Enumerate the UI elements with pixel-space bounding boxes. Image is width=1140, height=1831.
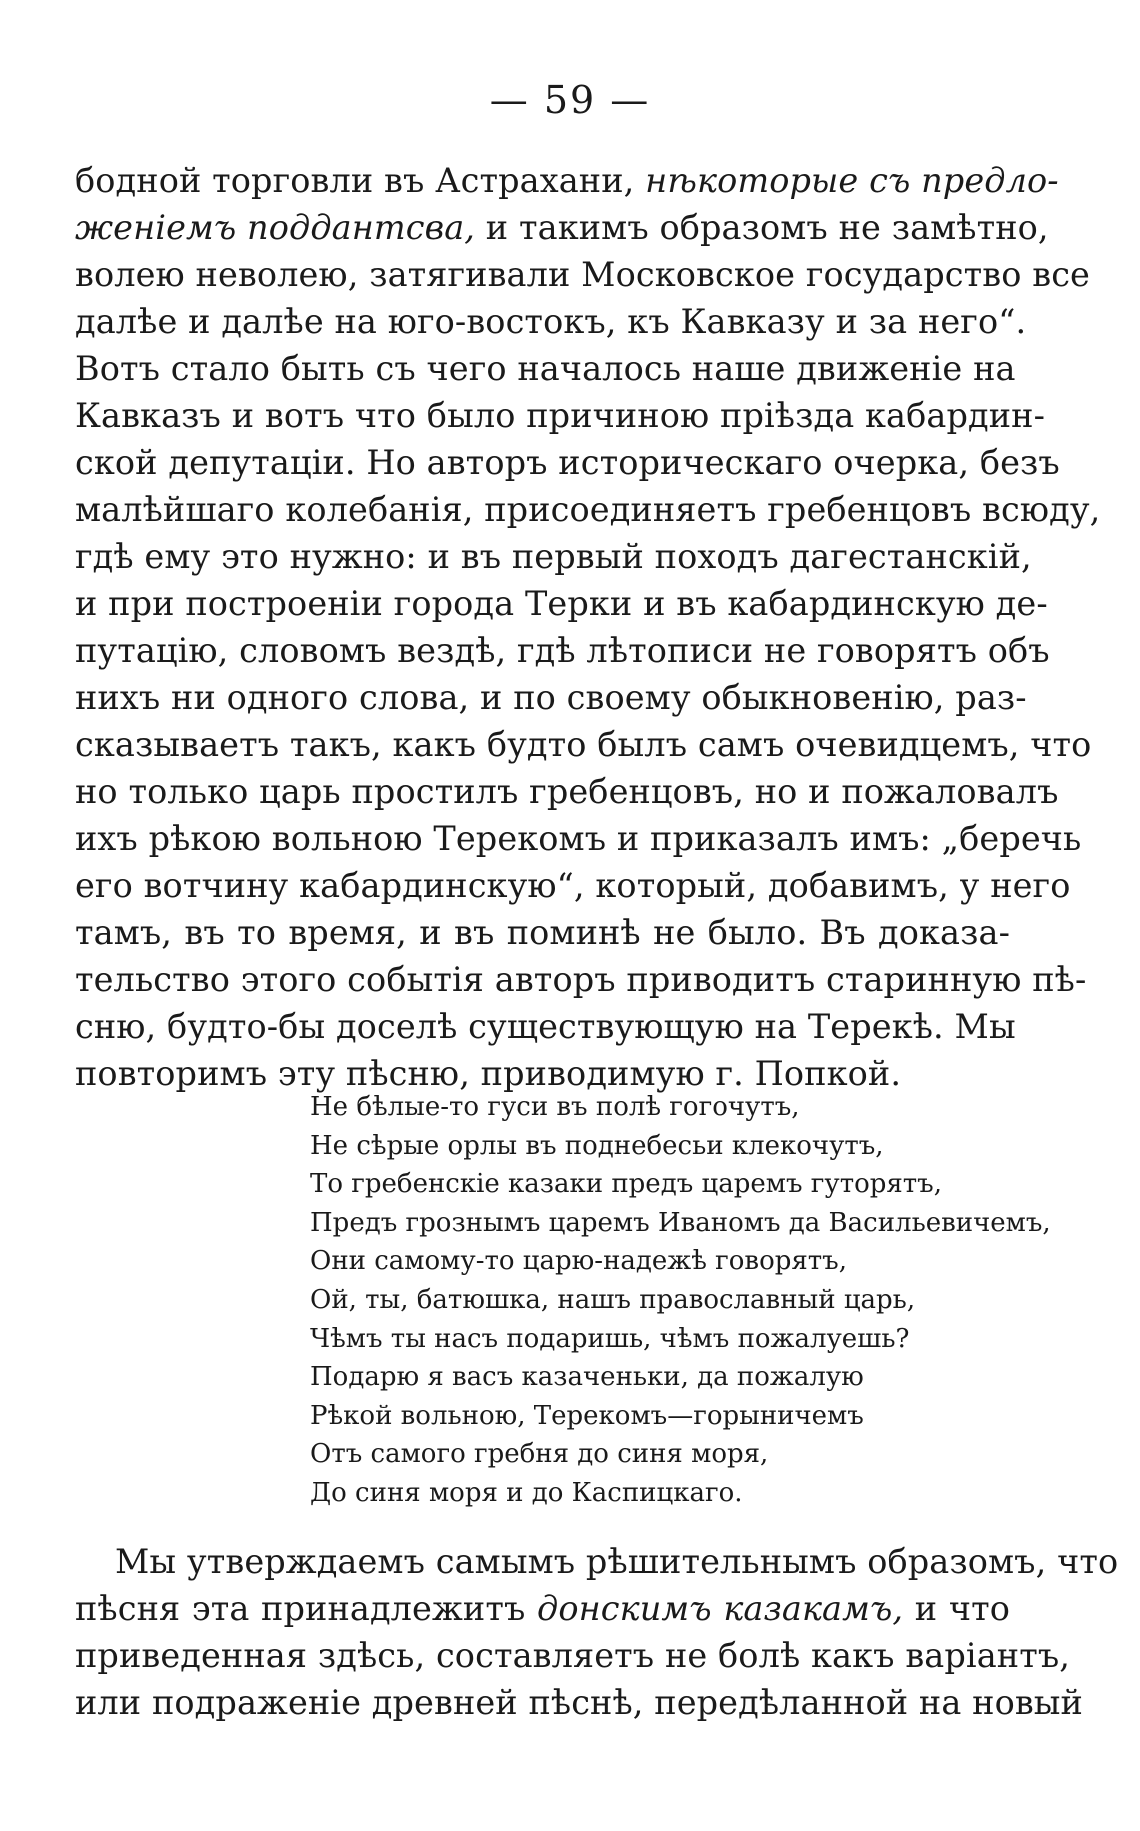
text-line: приведенная здѣсь, составляетъ не болѣ какъ варіантъ, — [75, 1636, 1071, 1675]
verse-line: Отъ самого гребня до синя моря, — [310, 1439, 769, 1470]
verse-line: Ой, ты, батюшка, нашъ православный царь, — [310, 1284, 916, 1315]
text-line: волею неволею, затягивали Московское государство все — [75, 255, 1090, 294]
text-line: малѣйшаго колебанія, присоединяетъ гребенцовъ всюду, — [75, 490, 1101, 529]
verse-line: Не сѣрые орлы въ поднебесьи клекочутъ, — [310, 1130, 884, 1161]
verse-line: Не бѣлые-то гуси въ полѣ гогочутъ, — [310, 1092, 800, 1122]
text-line: женіемъ поддантсва, и такимъ образомъ не замѣтно, — [75, 208, 1049, 247]
verse-line: Они самому-то царю-надежѣ говорятъ, — [310, 1246, 847, 1277]
text-line: гдѣ ему это нужно: и въ первый походъ дагестанскій, — [75, 537, 1032, 576]
text-line: далѣе и далѣе на юго-востокъ, къ Кавказу и за него“. — [75, 302, 1027, 341]
text-line: сню, будто-бы доселѣ существующую на Терекѣ. Мы — [75, 1007, 1016, 1046]
text-line: но только царь простилъ гребенцовъ, но и пожаловалъ — [75, 772, 1059, 811]
text-line: пѣсня эта принадлежитъ донскимъ казакамъ, и что — [75, 1589, 1010, 1628]
verse-line: Чѣмъ ты насъ подаришь, чѣмъ пожалуешь? — [310, 1323, 910, 1354]
text-line: тельство этого событія авторъ приводитъ старинную пѣ- — [75, 960, 1087, 999]
verse-line: Предъ грознымъ царемъ Иваномъ да Васильевичемъ, — [310, 1207, 1051, 1238]
text-line: или подраженіе древней пѣснѣ, передѣланной на новый — [75, 1683, 1083, 1722]
text-line: ихъ рѣкою вольною Терекомъ и приказалъ имъ: „беречь — [75, 819, 1082, 858]
page-number: — 59 — — [489, 78, 651, 122]
verse-line: До синя моря и до Каспицкаго. — [310, 1477, 743, 1508]
text-line: путацію, словомъ вездѣ, гдѣ лѣтописи не говорятъ объ — [75, 631, 1050, 670]
song-verse — [310, 1088, 1051, 1513]
verse-line: Подарю я васъ казаченьки, да пожалую — [310, 1362, 864, 1393]
text-line: тамъ, въ то время, и въ поминѣ не было. Въ доказа- — [75, 913, 1010, 952]
text-line: повторимъ эту пѣсню, приводимую г. Попкой. — [75, 1054, 902, 1093]
text-line: нихъ ни одного слова, и по своему обыкновенію, раз- — [75, 678, 1027, 717]
text-line: сказываетъ такъ, какъ будто былъ самъ очевидцемъ, что — [75, 725, 1092, 764]
text-line: Кавказъ и вотъ что было причиною пріѣзда кабардин- — [75, 396, 1046, 435]
text-line: Мы утверждаемъ самымъ рѣшительнымъ образомъ, что — [115, 1542, 1119, 1581]
verse-line: Рѣкой вольною, Терекомъ—горыничемъ — [310, 1400, 864, 1431]
verse-line: То гребенскіе казаки предъ царемъ гуторятъ, — [310, 1169, 942, 1200]
text-line: бодной торговли въ Астрахани, нѣкоторые съ предло- — [75, 161, 1059, 200]
paragraph-conclusion — [75, 1538, 1119, 1726]
text-line: Вотъ стало быть съ чего началось наше движеніе на — [75, 349, 1016, 388]
text-line: его вотчину кабардинскую“, который, добавимъ, у него — [75, 866, 1071, 905]
text-line: ской депутаціи. Но авторъ историческаго очерка, безъ — [75, 443, 1060, 482]
paragraph-main — [75, 157, 1101, 1097]
text-line: и при построеніи города Терки и въ кабардинскую де- — [75, 584, 1048, 623]
